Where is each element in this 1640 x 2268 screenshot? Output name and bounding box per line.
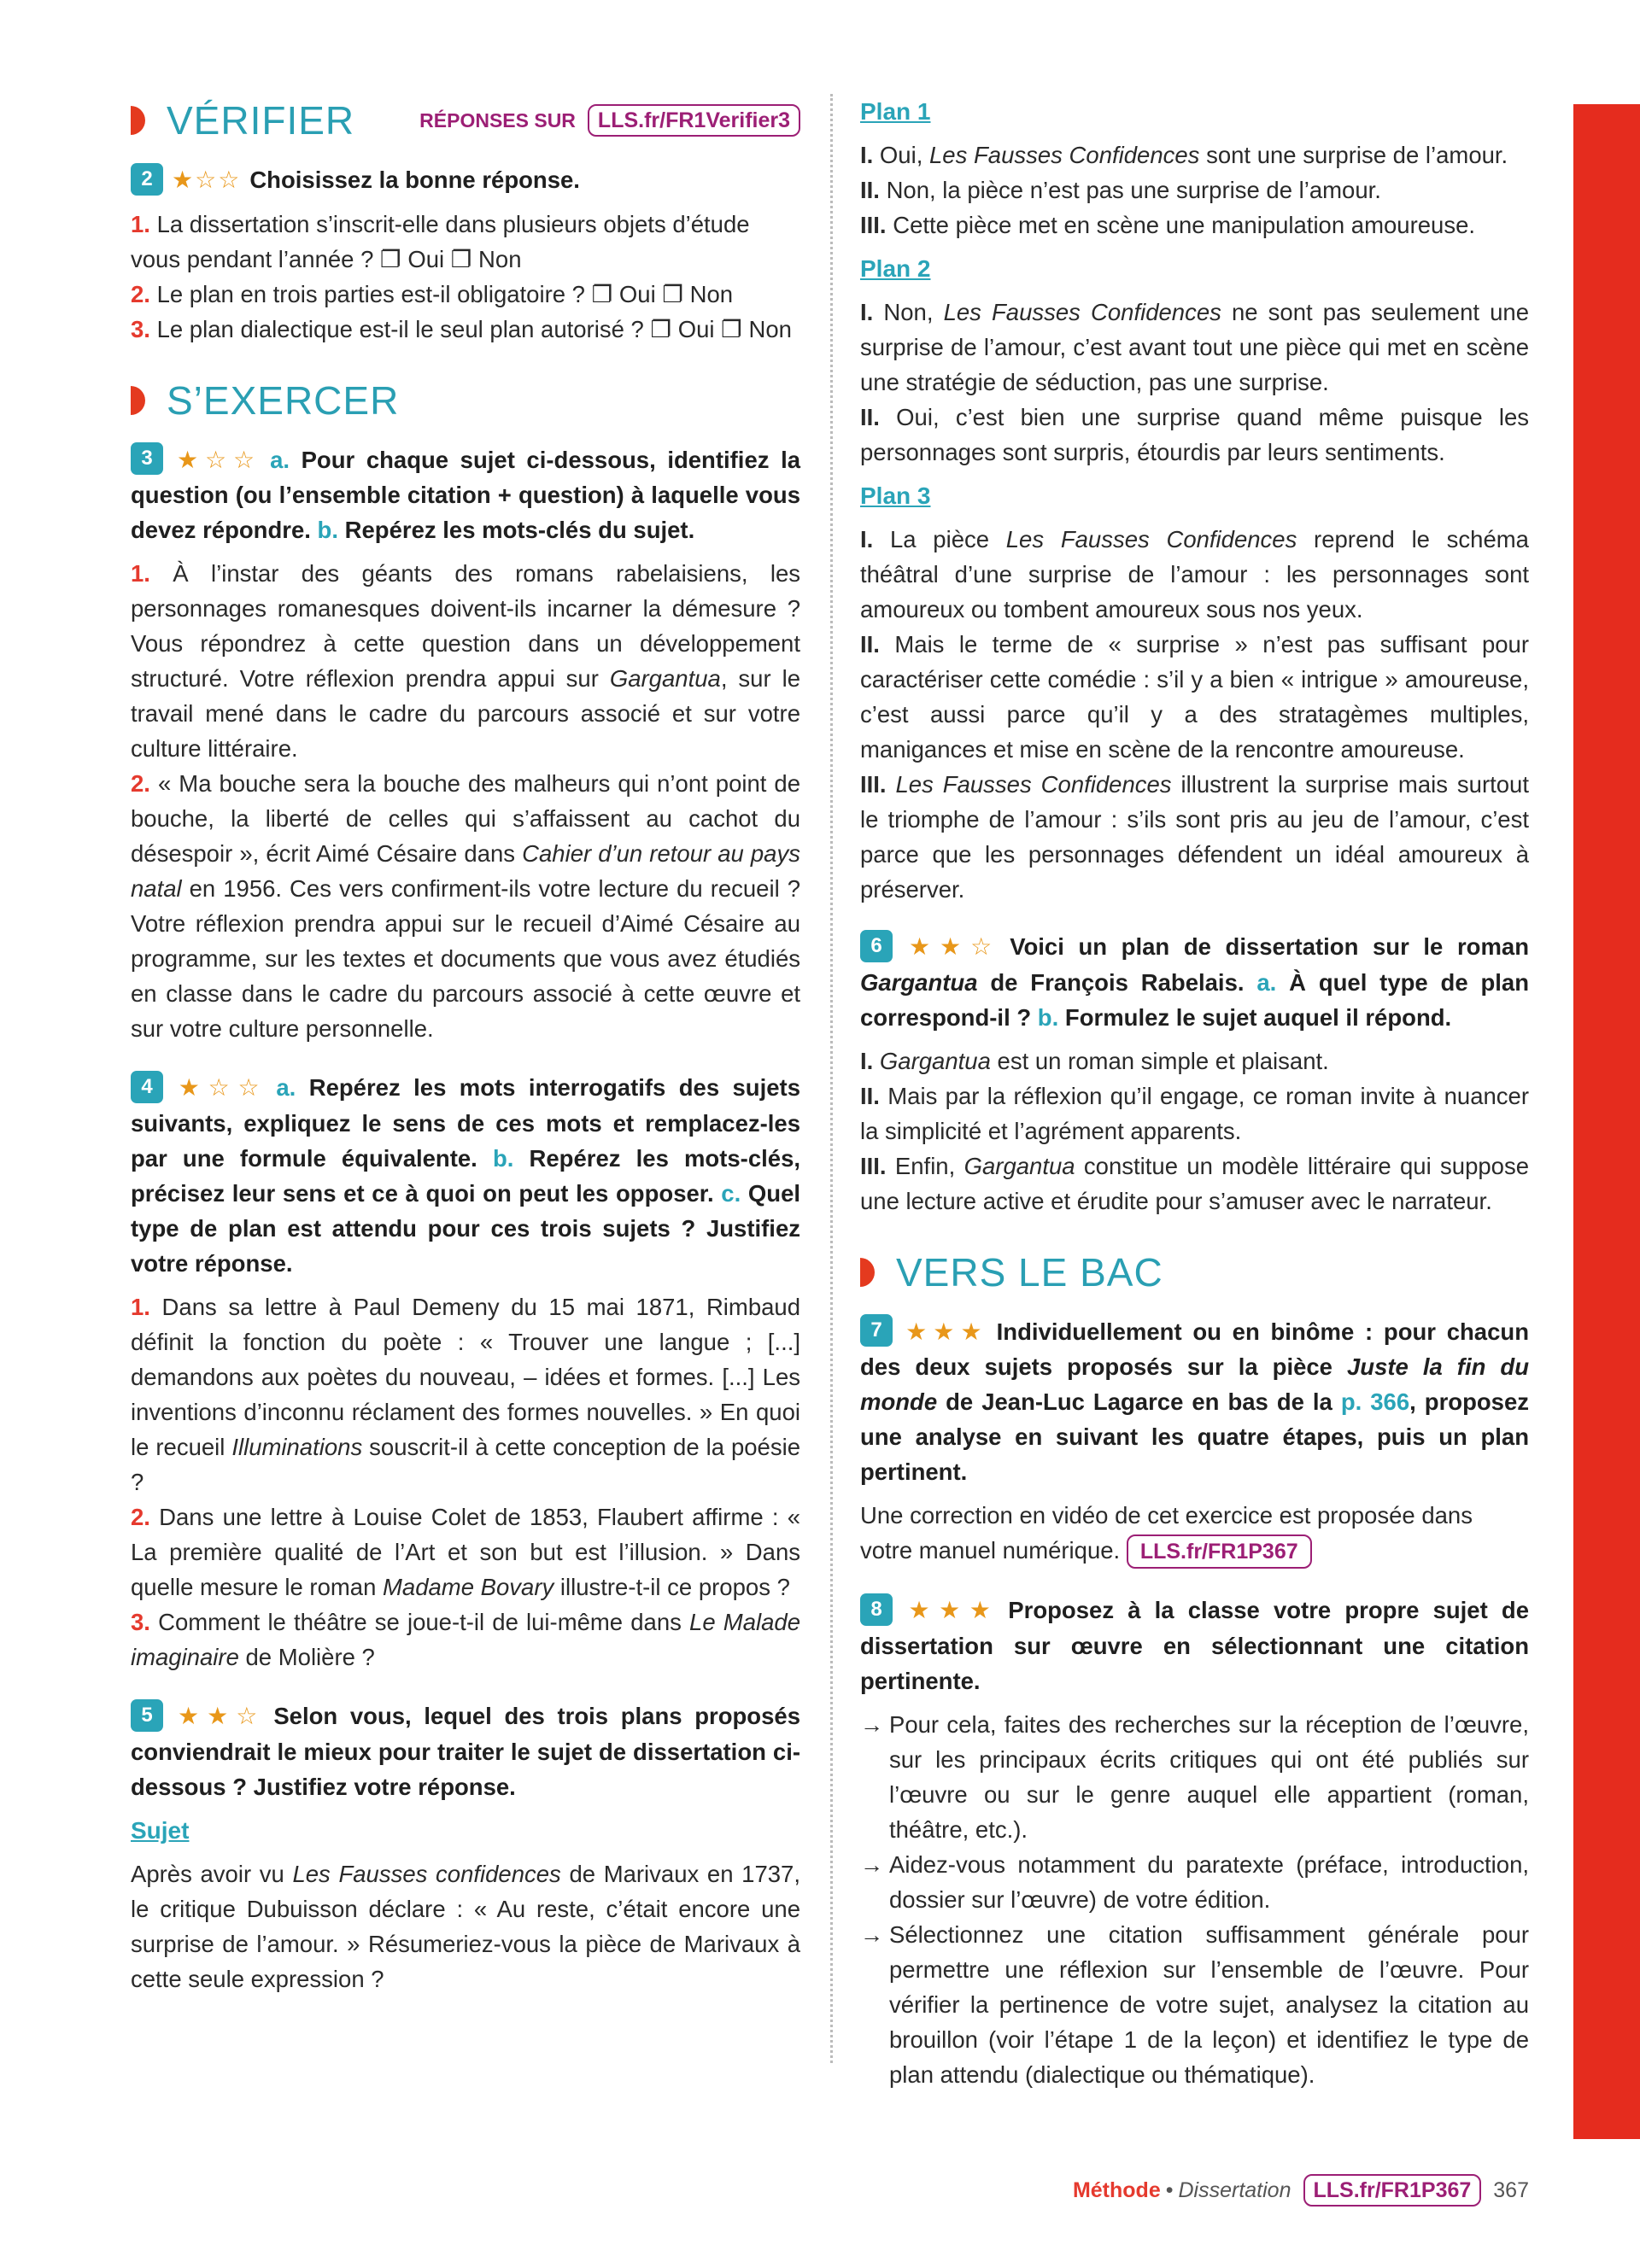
text: « Ma bouche sera la bouche des malheurs qui n’ont point de bouche, la liberté de celles qui s’affaissent au cachot du désespoir », écrit Aimé Césaire dans [131,770,801,868]
text: Non, la pièce n’est pas une surprise de l’amour. [886,177,1381,203]
prompt-text: Choisissez la bonne réponse. [249,167,580,193]
difficulty-stars-icon: ★★★ [901,1318,988,1345]
text: Non, [883,299,944,325]
plan-part [860,1043,1529,1078]
exercise-number: 6 [860,930,893,962]
part-number: III. [860,212,887,238]
answers-label: RÉPONSES SUR [419,108,576,132]
text: Dans une lettre à Louise Colet de 1853, Flaubert affirme : « La première qualité de l’Art et son but est l’illusion. » Dans quelle mesure le roman [131,1504,801,1601]
footer-chapter: Méthode [1072,2177,1161,2202]
sub-letter: b. [1037,1003,1059,1031]
item-number: 2. [131,770,150,798]
sub-letter: a. [1256,968,1277,996]
prompt-text: , proposez une analyse en suivant les quatre étapes, puis un plan pertinent. [860,1388,1529,1486]
plan-part [860,137,1529,172]
exercise-prompt [131,162,800,198]
exercise-4 [131,1070,800,1675]
exercise-number: 5 [131,1699,163,1732]
text: Mais le terme de « surprise » n’est pas suffisant pour caractériser cette comédie : s’il y a bien « intrigue » amoureuse, c’est aussi parce qu’il y a des stratagèmes multiples, manigances et mise en scène de la rencontre amoureuse. [860,631,1530,763]
sujet-text [131,1856,800,1996]
subject-1 [131,1289,800,1499]
plan-part [860,1078,1529,1149]
exercise-5 [131,1698,800,1996]
plan-2 [860,295,1529,470]
text: de Marivaux en 1737, le critique Dubuisson déclare : « Au reste, c’était encore une surprise de l’amour. » Résumeriez-vous la pièce de Marivaux à cette seule expression ? [131,1860,800,1992]
work-title: Gargantua [860,968,978,996]
difficulty-stars-icon: ★☆☆ [172,1074,268,1102]
column-divider [830,94,833,2063]
text: illustrent la surprise mais surtout le triomphe de l’amour : s’ils sont pris au jeu de l’amour, c’est parce que les personnages défendent un idéal amoureux à préserver. [860,771,1529,903]
sub-letter: a. [270,446,290,473]
prompt-text: Voici un plan de dissertation sur le roman [1010,933,1529,960]
page-reference-link[interactable]: p. 366 [1340,1388,1410,1416]
exercise-prompt [131,1698,800,1804]
footer-separator: • [1165,2177,1174,2202]
exercise-body [860,1707,1529,2092]
part-number: I. [860,1047,874,1074]
page-number: 367 [1493,2177,1529,2202]
work-title: Illuminations [231,1434,363,1461]
text: Oui, [879,142,929,168]
exercise-7 [860,1314,1529,1569]
exercise-body [131,1289,800,1675]
exercise-2 [131,162,800,347]
exercise-8 [860,1593,1529,2092]
text: sont une surprise de l’amour. [1199,142,1508,168]
prompt-text: Repérez les mots interrogatifs des sujets suivants, expliquez le sens de ces mots et remplacez-les par une formule équivalente. [131,1074,800,1172]
exercise-body [131,556,800,1046]
part-number: I. [860,142,874,168]
answers-link-group [419,104,800,137]
sub-letter: c. [721,1180,741,1207]
text: est un roman simple et plaisant. [990,1047,1329,1074]
part-number: II. [860,177,880,203]
prompt-text: Repérez les mots-clés, précisez leur sens et ce à quoi on peut les opposer. [131,1145,801,1207]
text: en 1956. Ces vers confirment-ils votre lecture du recueil ? Votre réflexion prendra appui sur le recueil d’Aimé Césaire au programme, sur les textes et documents que vous avez étudiés en classe dans le cadre du parcours associé à cette œuvre et sur votre culture personnelle. [131,875,800,1043]
section-exercer [131,371,800,430]
text: Dans sa lettre à Paul Demeny du 15 mai 1871, Rimbaud définit la fonction du poète : « Trouver une langue ; [...] demandons aux poètes du nouveau, – idées et formes. [...] Les inventions d’inconnu réclament des formes nouvelles. » En quoi le recueil [131,1294,800,1461]
text: constitue un modèle littéraire qui suppose une lecture active et érudite pour s’amuser avec le narrateur. [860,1152,1530,1214]
text: Après avoir vu [131,1860,293,1887]
text: Mais par la réflexion qu’il engage, ce roman invite à nuancer la simplicité et l’agrément apparents. [860,1082,1529,1144]
page-footer [1059,2174,1529,2207]
prompt-text: À quel type de plan correspond-il ? [860,968,1530,1031]
part-number: I. [860,526,874,552]
question-3 [131,312,800,347]
work-title: Les Fausses Confidences [1005,526,1297,552]
sub-letter: a. [276,1074,296,1102]
page-edge-bar [1573,104,1640,2139]
difficulty-stars-icon: ★★☆ [172,1703,266,1730]
plan-3-label: Plan 3 [860,482,931,509]
sujet-label: Sujet [131,1816,190,1844]
question-1 [131,207,800,277]
exercise-3 [131,442,800,1047]
section-marker-icon [131,386,145,415]
work-title: Gargantua [609,665,721,693]
footer-link[interactable]: LLS.fr/FR1P367 [1303,2174,1482,2207]
exercise-prompt [860,1593,1529,1698]
work-title: Cahier d’un retour au pays natal [131,840,800,903]
plan-part [860,172,1529,208]
text: ne sont pas seulement une surprise de l’amour, c’est avant tout une pièce qui met en scène une stratégie de séduction, pas une surprise. [860,299,1529,395]
text: de Molière ? [238,1644,375,1671]
plan-part [860,208,1529,243]
left-column [131,91,800,2020]
item-number: 2. [131,280,150,307]
plan-part [860,1149,1529,1219]
right-column [860,94,1529,2116]
plan-2-label: Plan 2 [860,255,931,282]
prompt-text: Quel type de plan est attendu pour ces trois sujets ? Justifiez votre réponse. [131,1180,801,1277]
video-note [860,1498,1529,1569]
plan-part [860,627,1529,767]
part-number: II. [860,1082,880,1109]
list-item: → Sélectionnez une citation suffisamment générale pour permettre une réflexion sur l’ensemble de l’œuvre. Pour vérifier la pertinence de votre sujet, analysez la citation au brouillon (voir l’étape 1 de la leçon) et identifiez le type de plan attendu (dialectique ou thématique). [860,1917,1529,2092]
answers-link[interactable]: LLS.fr/FR1Verifier3 [588,104,800,137]
item-number: 1. [131,1294,150,1321]
work-title: Le Malade imaginaire [131,1609,800,1671]
exercise-body [860,1498,1529,1569]
question-text: Le plan dialectique est-il le seul plan autorisé ? ❐ Oui ❐ Non [156,315,792,342]
item-number: 2. [131,1504,150,1531]
work-title: Les Fausses Confidences [943,299,1221,325]
exercise-prompt [860,929,1529,1035]
exercise-number: 7 [860,1314,893,1347]
list-item: → Pour cela, faites des recherches sur la réception de l’œuvre, sur les principaux écrits critiques qui ont été publiés sur l’œuvre ou sur le genre auquel elle appartient (roman, théâtre, etc.). [860,1707,1529,1847]
question-text: La dissertation s’inscrit-elle dans plusieurs objets d’étude vous pendant l’année ? ❐ Oui ❐ Non [131,210,750,272]
prompt-text: Pour chaque sujet ci-dessous, identifiez la question (ou l’ensemble citation + question) à laquelle vous devez répondre. [131,446,801,544]
item-number: 1. [131,210,150,237]
plan-1 [860,137,1529,243]
plan-1-label: Plan 1 [860,98,931,125]
item-number: 1. [131,560,150,587]
section-verifier [131,91,800,150]
prompt-text: Repérez les mots-clés du sujet. [344,517,695,544]
text: Enfin, [894,1152,964,1179]
exercise-number: 4 [131,1071,163,1103]
subject-2 [131,766,800,1046]
text: souscrit-il à cette conception de la poésie ? [131,1434,800,1496]
difficulty-stars-icon: ★★☆ [901,933,1002,960]
plan-part [860,400,1529,470]
exercise-body [860,1043,1529,1219]
plan-3 [860,522,1529,907]
text: , sur le travail mené dans le cadre du parcours associé et sur votre culture littéraire. [131,665,800,763]
list-item: → Aidez-vous notamment du paratexte (préface, introduction, dossier sur l’œuvre) de votre édition. [860,1847,1529,1917]
exercise-6 [860,929,1529,1219]
prompt-text: de Jean-Luc Lagarce en bas de la [937,1388,1341,1416]
exercise-body [131,207,800,347]
subject-1 [131,556,800,766]
sub-letter: b. [492,1145,514,1172]
exercise-prompt [131,1070,800,1281]
work-title: Les Fausses Confidences [895,771,1172,798]
item-number: 3. [131,1609,150,1636]
exercise-prompt [131,442,800,548]
prompt-text: Proposez à la classe votre propre sujet de dissertation sur œuvre en sélectionnant une citation pertinente. [860,1597,1529,1695]
difficulty-stars-icon: ★☆☆ [172,167,242,193]
section-title: VÉRIFIER [167,98,355,143]
plan-part [860,295,1529,400]
work-title: Madame Bovary [383,1574,554,1601]
work-title: Gargantua [879,1047,991,1074]
part-number: II. [860,404,880,430]
section-title: VERS LE BAC [896,1249,1163,1295]
question-text: Le plan en trois parties est-il obligatoire ? ❐ Oui ❐ Non [156,280,734,307]
subject-3 [131,1605,800,1675]
text: illustre-t-il ce propos ? [554,1574,790,1601]
text: reprend le schéma théâtral d’une surprise de l’amour : les personnages sont amoureux ou tombent amoureux sous nos yeux. [860,526,1529,623]
sujet-body [131,1856,800,1996]
difficulty-stars-icon: ★★★ [901,1597,1000,1624]
exercise-number: 8 [860,1593,893,1626]
section-marker-icon [860,1258,875,1287]
part-number: I. [860,299,874,325]
text: Oui, c’est bien une surprise quand même puisque les personnages sont surpris, étourdis par leurs sentiments. [860,404,1529,465]
prompt-text: Individuellement ou en binôme : pour chacun des deux sujets proposés sur la pièce [860,1318,1529,1381]
video-link[interactable]: LLS.fr/FR1P367 [1127,1534,1312,1569]
prompt-text: Formulez le sujet auquel il répond. [1064,1003,1452,1031]
exercise-number: 2 [131,163,163,196]
prompt-text: Selon vous, lequel des trois plans proposés conviendrait le mieux pour traiter le sujet de dissertation ci-dessous ? Justifiez votre réponse. [131,1703,800,1800]
section-marker-icon [131,106,145,135]
work-title: Juste la fin du monde [860,1353,1529,1416]
text: Cette pièce met en scène une manipulation amoureuse. [893,212,1476,238]
section-title: S’EXERCER [167,377,400,423]
work-title: Les Fausses confidences [292,1860,561,1887]
question-2 [131,277,800,312]
text: À l’instar des géants des romans rabelaisiens, les personnages romanesques doivent-ils incarner la démesure ? Vous répondrez à cette question dans un développement structuré. Votre réflexion prendra appui sur [131,560,801,693]
subject-2 [131,1499,800,1605]
plan-part [860,522,1529,627]
exercise-number: 3 [131,442,163,475]
part-number: II. [860,631,880,658]
part-number: III. [860,1152,887,1179]
exercise-prompt [860,1314,1529,1490]
text: Une correction en vidéo de cet exercice est proposée dans votre manuel numérique. [860,1502,1473,1564]
prompt-text: de François Rabelais. [977,968,1245,996]
section-vers-le-bac [860,1242,1529,1302]
footer-section: Dissertation [1178,2177,1292,2202]
text: Comment le théâtre se joue-t-il de lui-même dans [158,1609,690,1636]
work-title: Les Fausses Confidences [929,142,1200,168]
plan-part [860,767,1529,907]
part-number: III. [860,771,887,798]
text: La pièce [890,526,1006,552]
work-title: Gargantua [964,1152,1075,1179]
item-number: 3. [131,315,150,342]
difficulty-stars-icon: ★☆☆ [172,446,262,473]
sub-letter: b. [317,517,338,544]
